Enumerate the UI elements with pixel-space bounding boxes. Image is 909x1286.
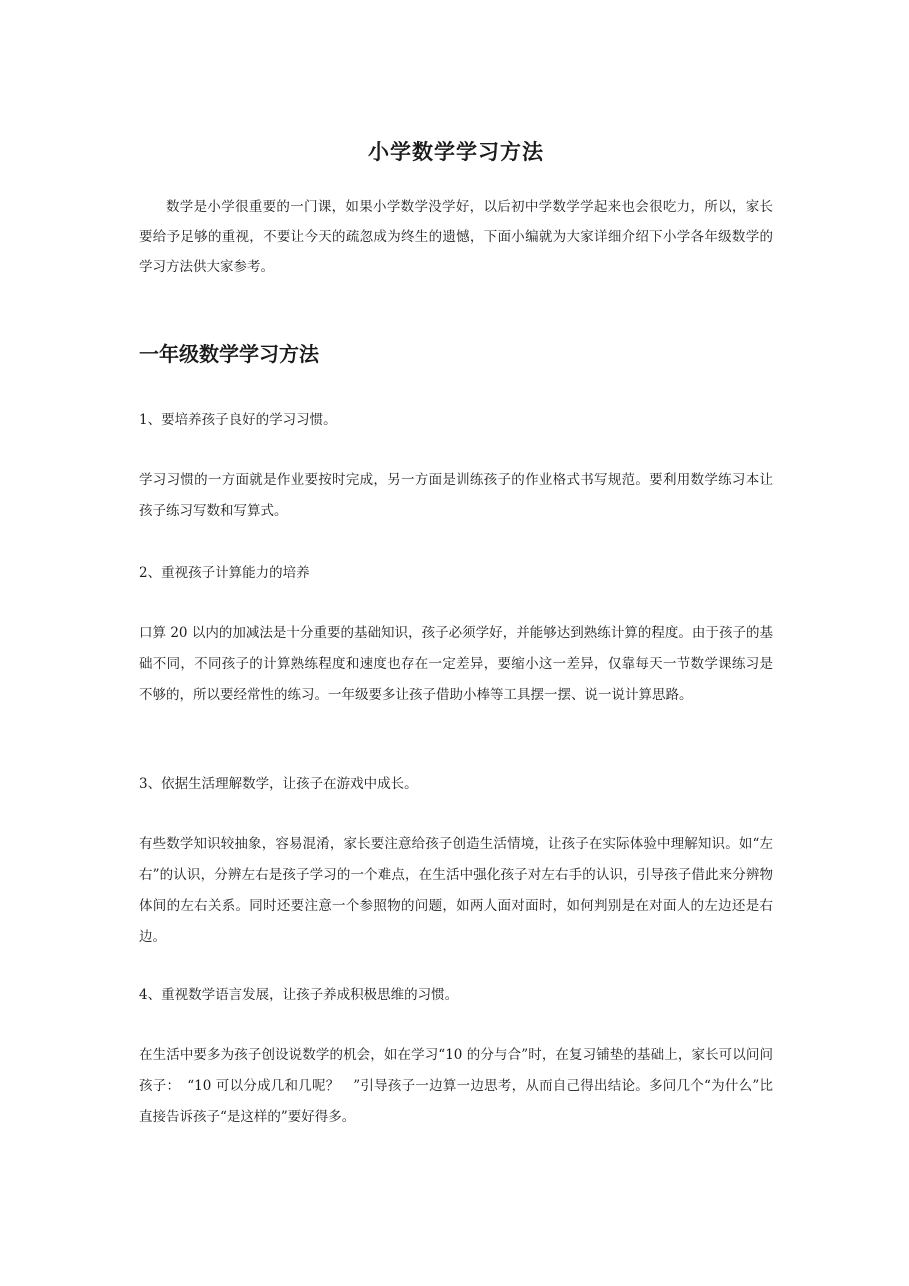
section-heading: 一年级数学学习方法	[139, 342, 319, 366]
item-paragraph-1: 学习习惯的一方面就是作业要按时完成，另一方面是训练孩子的作业格式书写规范。要利用数学练习本让孩子练习写数和写算式。	[139, 472, 773, 519]
item-paragraph-3: 有些数学知识较抽象，容易混淆，家长要注意给孩子创造生活情境，让孩子在实际体验中理解知识。如“左右”的认识，分辨左右是孩子学习的一个难点，在生活中强化孩子对左右手的认识，引导孩子借此来分辨物体间的左右关系。同时还要注意一个参照物的问题，如两人面对面时，如何判别是在对面人的左边还是右边。	[139, 836, 773, 945]
item-heading-2: 2、重视孩子计算能力的培养	[139, 565, 310, 581]
intro-paragraph: 数学是小学很重要的一门课，如果小学数学没学好，以后初中学数学学起来也会很吃力，所以，家长要给予足够的重视，不要让今天的疏忽成为终生的遗憾，下面小编就为大家详细介绍下小学各年级数学的学习方法供大家参考。	[139, 199, 773, 275]
item-paragraph-4: 在生活中要多为孩子创设说数学的机会，如在学习“10 的分与合”时，在复习铺垫的基础上，家长可以问问孩子： “10 可以分成几和几呢？ ”引导孩子一边算一边思考，从而自己得出结论。多问几个“为什么”比直接告诉孩子“是这样的”要好得多。	[139, 1047, 773, 1125]
item-heading-3: 3、依据生活理解数学，让孩子在游戏中成长。	[139, 776, 418, 792]
item-heading-1: 1、要培养孩子良好的学习习惯。	[139, 412, 337, 428]
item-heading-4: 4、重视数学语言发展，让孩子养成积极思维的习惯。	[139, 987, 459, 1003]
document-title: 小学数学学习方法	[368, 140, 544, 164]
item-paragraph-2: 口算 20 以内的加减法是十分重要的基础知识，孩子必须学好，并能够达到熟练计算的程度。由于孩子的基础不同，不同孩子的计算熟练程度和速度也存在一定差异，要缩小这一差异，仅靠每天一节数学课练习是不够的，所以要经常性的练习。一年级要多让孩子借助小棒等工具摆一摆、说一说计算思路。	[139, 625, 773, 703]
